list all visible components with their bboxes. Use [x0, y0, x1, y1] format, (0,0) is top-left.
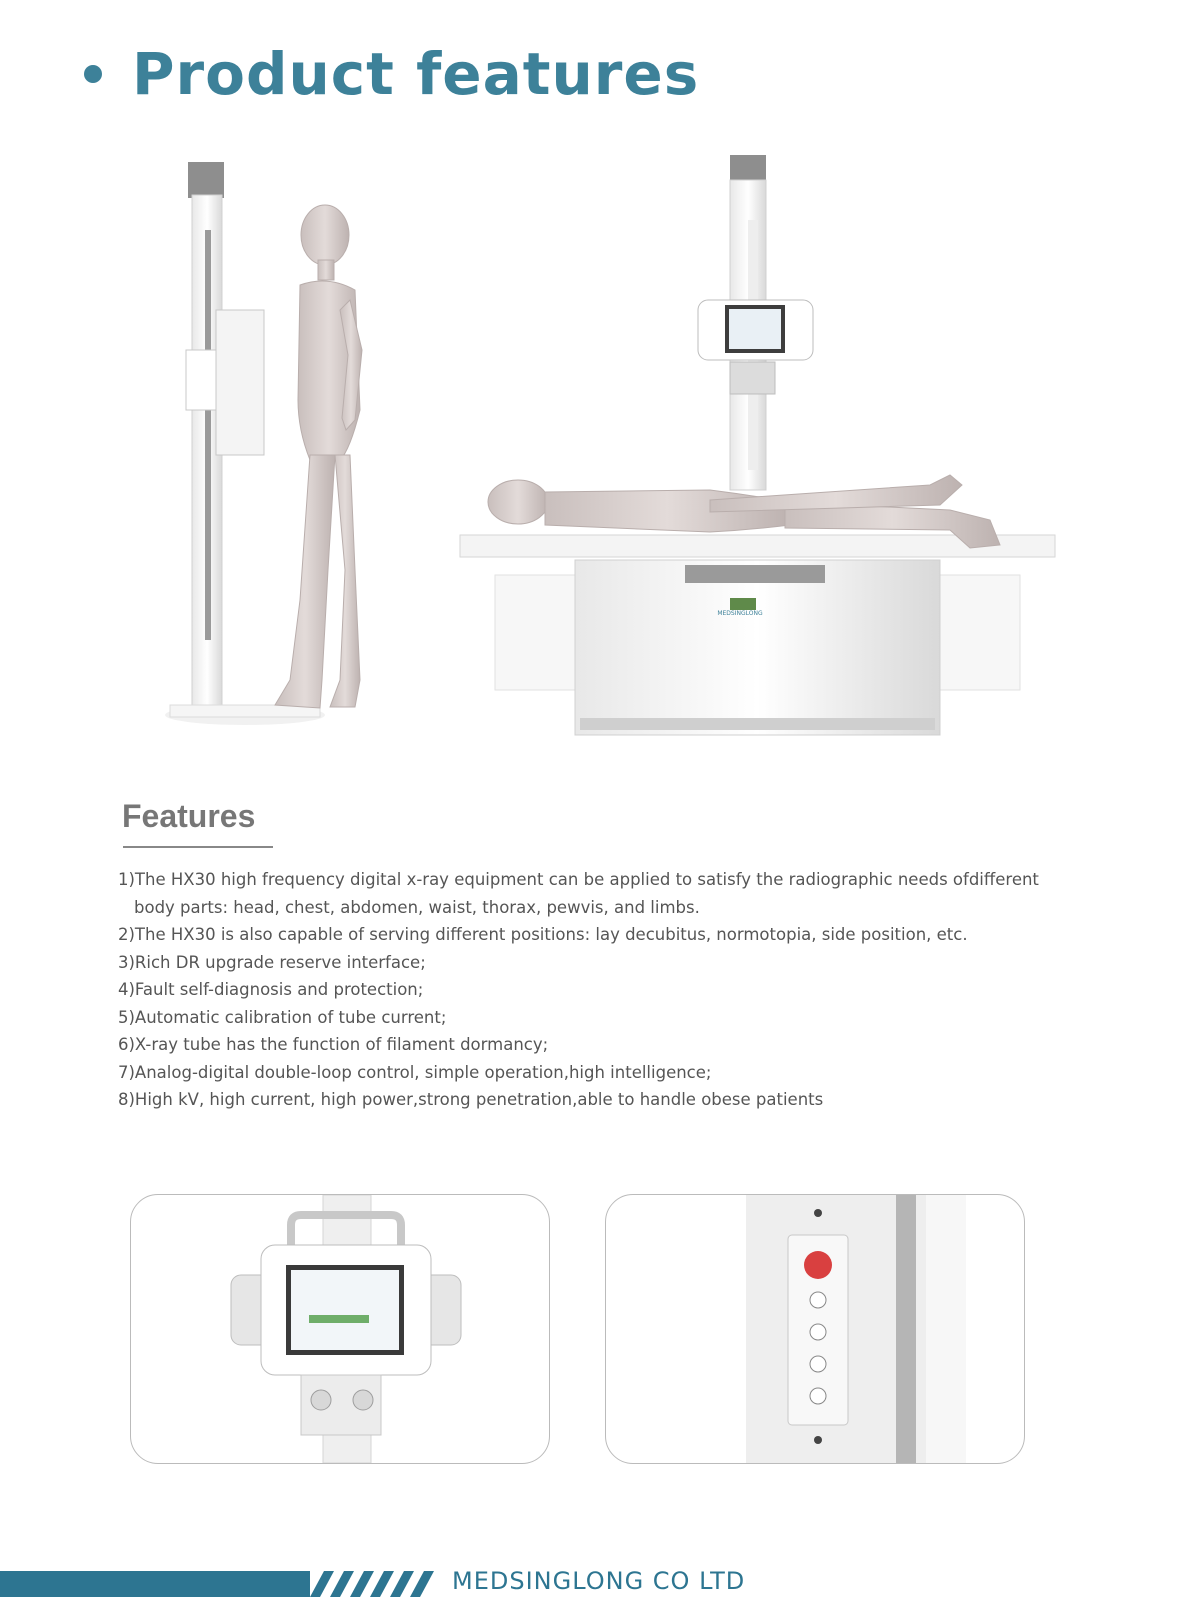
tube-control-screen-illustration: [131, 1195, 549, 1463]
button-panel-detail-image: [605, 1194, 1025, 1464]
feature-item: 3)Rich DR upgrade reserve interface;: [118, 952, 426, 972]
features-list: [118, 866, 1078, 1114]
feature-item: 7)Analog-digital double-loop control, simple operation,high intelligence;: [118, 1062, 712, 1082]
page-title: [84, 40, 699, 108]
footer-bar: [0, 1571, 310, 1597]
standing-patient-figure: [275, 205, 362, 708]
feature-item: 1)The HX30 high frequency digital x-ray equipment can be applied to satisfy the radiographic needs ofdifferent body parts: head, chest, abdomen, waist, thorax, pewvis, and limbs.: [118, 870, 1039, 917]
footer: [0, 1557, 1200, 1597]
footer-stripes: [300, 1571, 440, 1597]
feature-item: 5)Automatic calibration of tube current;: [118, 1007, 447, 1027]
feature-item: 8)High kV, high current, high power,strong penetration,able to handle obese patients: [118, 1090, 824, 1109]
brand-logo: MEDSINGLONG: [717, 610, 763, 617]
page-title-text: Product features: [132, 40, 700, 108]
emergency-stop-icon: [804, 1251, 832, 1279]
feature-item: 2)The HX30 is also capable of serving different positions: lay decubitus, normotopia, side position, etc.: [118, 925, 968, 944]
features-underline: [123, 846, 273, 848]
features-heading: Features: [122, 798, 256, 834]
hero-product-illustration: [150, 150, 1090, 760]
title-bullet-icon: [84, 65, 102, 83]
bucky-button-panel-illustration: [606, 1195, 1024, 1463]
company-name: MEDSINGLONG CO LTD: [452, 1567, 746, 1595]
control-panel-detail-image: [130, 1194, 550, 1464]
feature-item: 4)Fault self-diagnosis and protection;: [118, 980, 424, 999]
feature-item: 6)X-ray tube has the function of filament dormancy;: [118, 1035, 549, 1054]
xray-table: [460, 535, 1055, 735]
brand-logo-mark: [730, 598, 756, 610]
tube-column: [698, 155, 813, 490]
